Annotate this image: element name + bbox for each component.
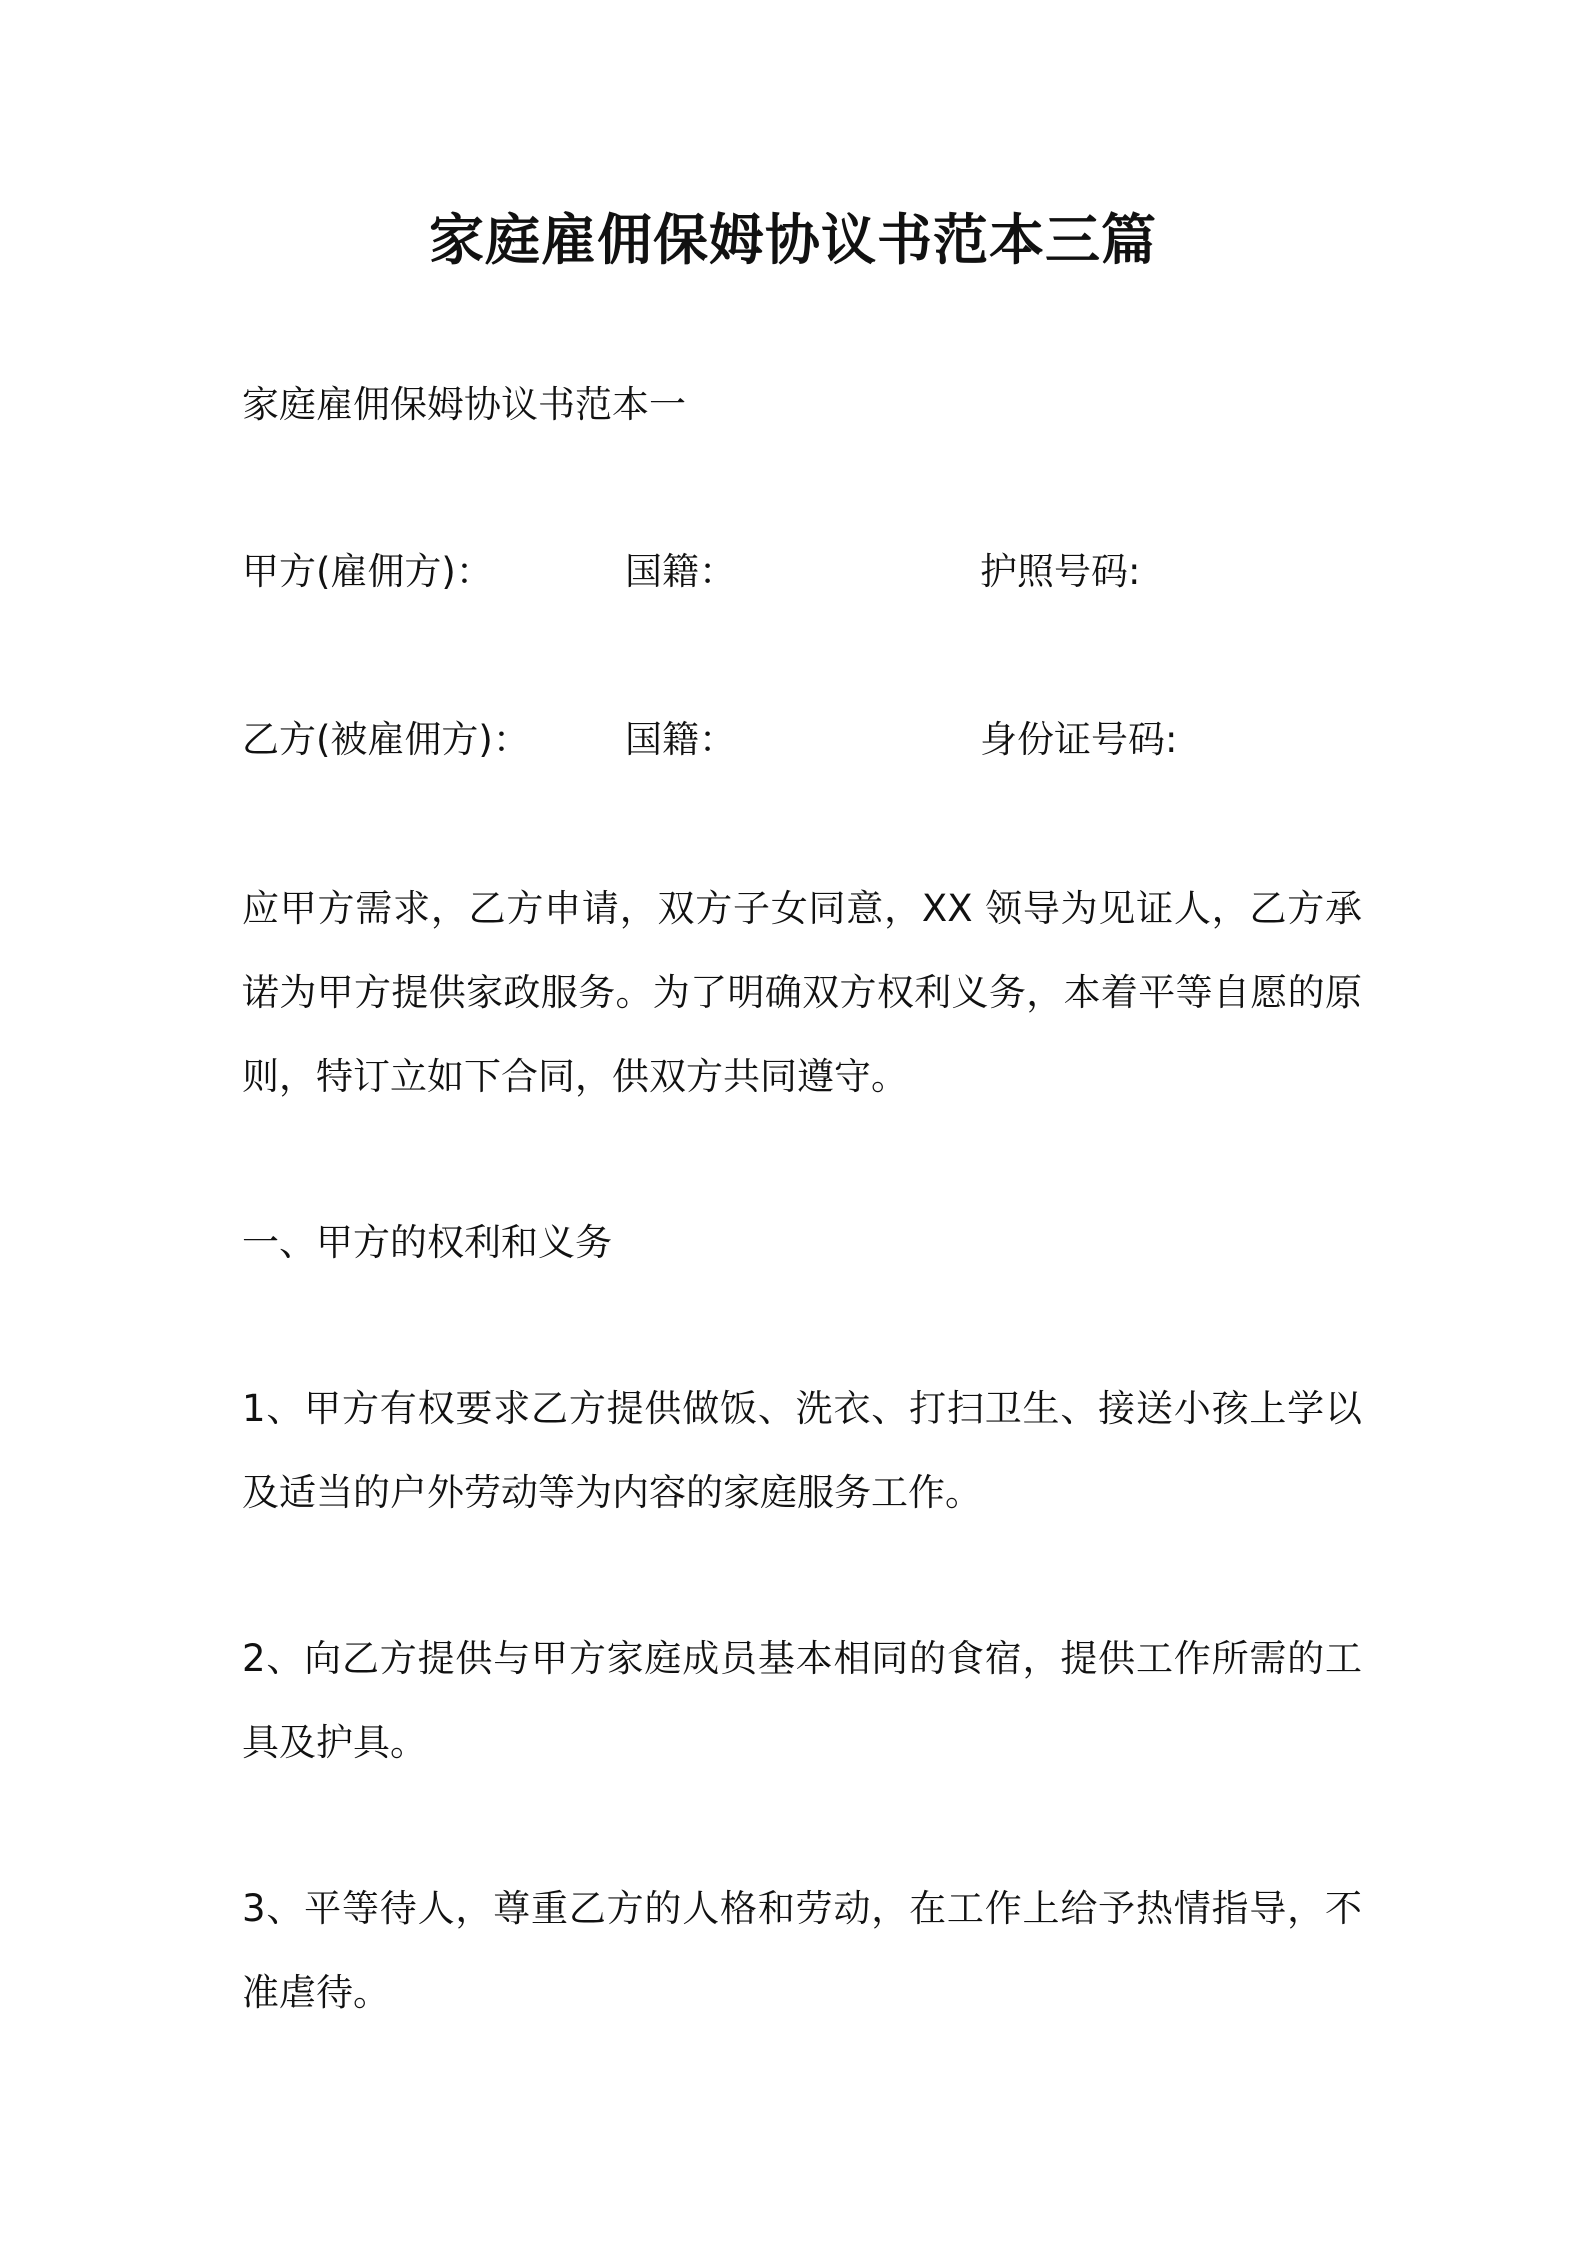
party-a-nationality-label: 国籍： bbox=[625, 550, 736, 593]
party-b-id-label: 身份证号码: bbox=[980, 718, 1178, 761]
intro-paragraph: 应甲方需求，乙方申请，双方子女同意，XX 领导为见证人，乙方承诺为甲方提供家政服务。为了明确双方权利义务，本着平等自愿的原则，特订立如下合同，供双方共同遵守。 bbox=[242, 887, 1362, 1098]
party-b-label: 乙方(被雇佣方)： bbox=[242, 718, 530, 761]
clause-2: 2、向乙方提供与甲方家庭成员基本相同的食宿，提供工作所需的工具及护具。 bbox=[242, 1637, 1362, 1764]
party-a-passport-label: 护照号码: bbox=[980, 550, 1141, 593]
section-heading: 一、甲方的权利和义务 bbox=[242, 1221, 612, 1264]
party-a-label: 甲方(雇佣方)： bbox=[242, 550, 493, 593]
clause-1: 1、甲方有权要求乙方提供做饭、洗衣、打扫卫生、接送小孩上学以及适当的户外劳动等为内容的家庭服务工作。 bbox=[242, 1387, 1362, 1514]
document-title: 家庭雇佣保姆协议书范本三篇 bbox=[428, 208, 1157, 272]
clause-3: 3、平等待人，尊重乙方的人格和劳动，在工作上给予热情指导，不准虐待。 bbox=[242, 1887, 1362, 2014]
document-subtitle: 家庭雇佣保姆协议书范本一 bbox=[242, 383, 686, 426]
party-b-nationality-label: 国籍： bbox=[625, 718, 736, 761]
